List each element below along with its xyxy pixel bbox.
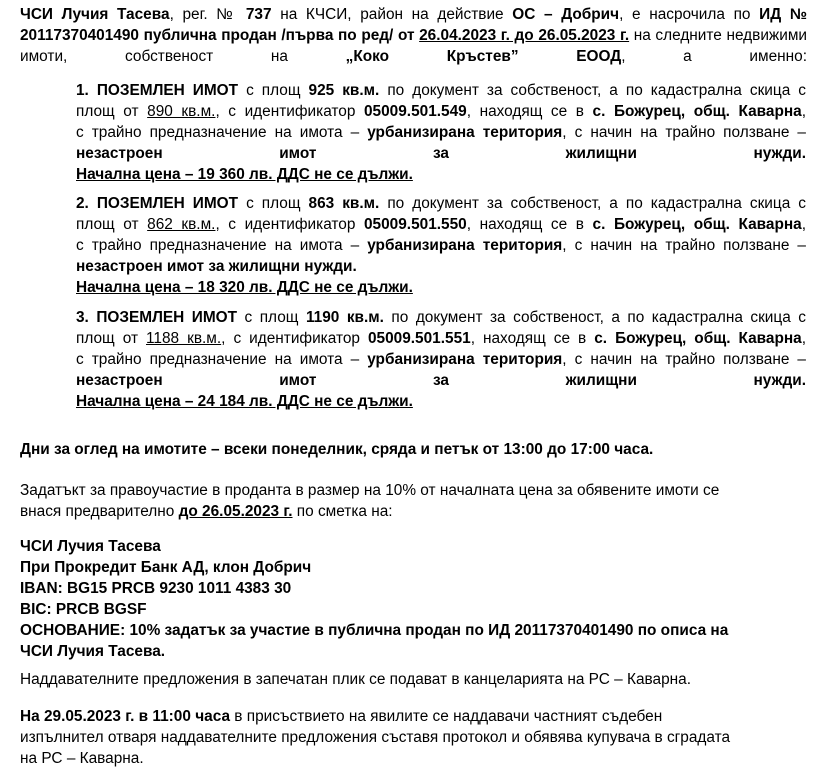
sketch-area: 890 кв.м. <box>147 103 216 120</box>
payment-basis-cont: ЧСИ Лучия Тасева. <box>20 643 166 660</box>
starting-price: Начална цена – 19 360 лв. ДДС не се дължи. <box>76 166 413 183</box>
account-holder: ЧСИ Лучия Тасева <box>20 538 161 555</box>
sketch-area: 1188 кв.м. <box>146 330 222 347</box>
bic: BIC: PRCB BGSF <box>20 601 147 618</box>
case-id: ИД № 20117370401490 публична продан /първа по ред/ от <box>20 6 807 44</box>
sketch-area: 862 кв.м. <box>147 216 216 233</box>
property-title: 1. ПОЗЕМЛЕН ИМОТ <box>76 82 239 99</box>
property-purpose: урбанизирана територия <box>367 124 563 141</box>
registry-number: 737 <box>245 6 272 23</box>
cadastral-identifier: 05009.501.550 <box>364 216 467 233</box>
property-purpose: урбанизирана територия <box>367 351 563 368</box>
property-title: 2. ПОЗЕМЛЕН ИМОТ <box>76 195 239 212</box>
deposit-deadline: до 26.05.2023 г. <box>178 503 293 520</box>
opening-datetime: На 29.05.2023 г. в 11:00 часа <box>20 708 231 725</box>
property-title: 3. ПОЗЕМЛЕН ИМОТ <box>76 309 238 326</box>
sale-dates: 26.04.2023 г. до 26.05.2023 г. <box>419 27 630 44</box>
viewing-days: Дни за оглед на имотите – всеки понеделник, сряда и петък от 13:00 до 17:00 часа. <box>20 441 654 458</box>
document-area: 925 кв.м. <box>308 82 380 99</box>
property-usage: незастроен имот за жилищни нужди. <box>76 145 806 162</box>
bids-paragraph: Наддавателните предложения в запечатан плик се подават в канцеларията на РС – Каварна. <box>20 671 691 688</box>
bank-name: При Прокредит Банк АД, клон Добрич <box>20 559 312 576</box>
bank-account-block <box>20 536 807 662</box>
cadastral-identifier: 05009.501.549 <box>364 103 467 120</box>
iban: IBAN: BG15 PRCB 9230 1011 4383 30 <box>20 580 292 597</box>
property-item-3: 3. ПОЗЕМЛЕН ИМОТ с площ 1190 кв.м. по документ за собственост, а по кадастрална скица с площ от 1188 кв.м., с идентификатор 05009.501.551, находящ се в с. Божурец, общ. Каварна, с трайно предназначение на имота – урбанизирана територия, с начин на трайно ползване – незастроен имот за жилищни нужди. Начална цена – 24 184 лв. ДДС не се дължи. <box>76 309 806 410</box>
property-item-2: 2. ПОЗЕМЛЕН ИМОТ с площ 863 кв.м. по документ за собственост, а по кадастрална скица с площ от 862 кв.м., с идентификатор 05009.501.550, находящ се в с. Божурец, общ. Каварна, с трайно предназначение на имота – урбанизирана територия, с начин на трайно ползване – незастроен имот за жилищни нужди. Начална цена – 18 320 лв. ДДС не се дължи. <box>76 195 806 296</box>
cadastral-identifier: 05009.501.551 <box>367 330 471 347</box>
property-usage: незастроен имот за жилищни нужди. <box>76 372 806 389</box>
property-location: с. Божурец, общ. Каварна <box>592 216 802 233</box>
opening-paragraph: На 29.05.2023 г. в 11:00 часа в присъствието на явилите се наддавачи частният съдебен изпълнител отваря наддавателните предложения съставя протокол и обявява купувача в сградата на РС – Каварна. <box>20 708 731 767</box>
court-district: ОС – Добрич <box>512 6 620 23</box>
property-location: с. Божурец, общ. Каварна <box>594 330 802 347</box>
property-location: с. Божурец, общ. Каварна <box>592 103 802 120</box>
document-area: 863 кв.м. <box>308 195 380 212</box>
document-area: 1190 кв.м. <box>305 309 384 326</box>
property-item-1: 1. ПОЗЕМЛЕН ИМОТ с площ 925 кв.м. по документ за собственост, а по кадастрална скица с площ от 890 кв.м., с идентификатор 05009.501.549, находящ се в с. Божурец, общ. Каварна, с трайно предназначение на имота – урбанизирана територия, с начин на трайно ползване – незастроен имот за жилищни нужди. Начална цена – 19 360 лв. ДДС не се дължи. <box>76 82 806 183</box>
deposit-paragraph: Задатъкт за правоучастие в проданта в размер на 10% от началната цена за обявените имоти се внася предварително до 26.05.2023 г. по сметка на: <box>20 482 720 520</box>
payment-basis: ОСНОВАНИЕ: 10% задатък за участие в публична продан по ИД 20117370401490 по описа на <box>20 622 729 639</box>
starting-price: Начална цена – 24 184 лв. ДДС не се дължи. <box>76 393 413 410</box>
property-usage: незастроен имот за жилищни нужди. <box>76 258 357 275</box>
owner-name: „Коко Кръстев” ЕООД <box>345 48 622 65</box>
starting-price: Начална цена – 18 320 лв. ДДС не се дължи. <box>76 279 413 296</box>
intro-paragraph: ЧСИ Лучия Тасева, рег. № 737 на КЧСИ, район на действие ОС – Добрич, е насрочила по ИД № 20117370401490 публична продан /първа по ред/ от 26.04.2023 г. до 26.05.2023 г. на следните недвижими имоти, собственост на „Коко Кръстев” ЕООД, а именно: <box>20 6 808 65</box>
property-purpose: урбанизирана територия <box>367 237 563 254</box>
bailiff-name: ЧСИ Лучия Тасева <box>20 6 170 23</box>
